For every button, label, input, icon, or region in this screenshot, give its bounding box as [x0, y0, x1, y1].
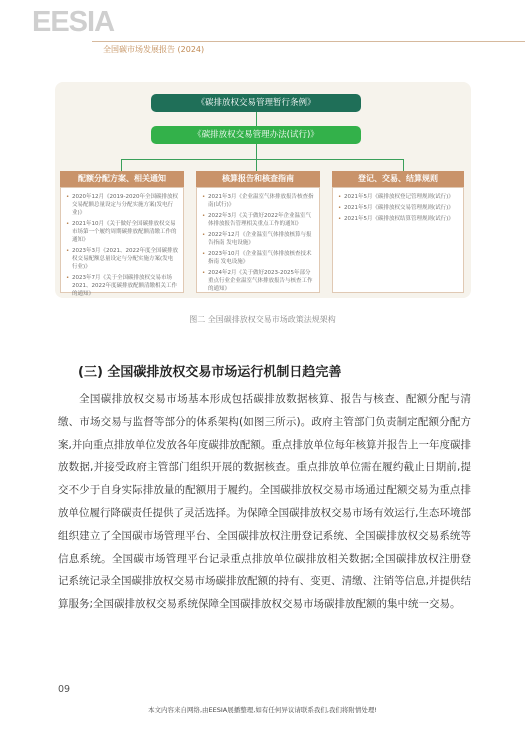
policy-item: • 2021年3月《企业温室气体排放报告核查指南(试行)》 — [202, 193, 314, 209]
column-title-reporting: 核算报告和核查指南 — [196, 171, 320, 187]
connector-line — [256, 144, 257, 159]
column-title-allocation: 配额分配方案、相关通知 — [60, 171, 184, 187]
column-title-rules: 登记、交易、结算规则 — [332, 171, 464, 187]
policy-item: • 2021年10月《关于做好全国碳排放权交易市场第一个履约周期碳排放配额清缴工作的通知》 — [66, 220, 178, 244]
policy-item: • 2022年3月《关于做好2022年企业温室气体排放报告管理相关重点工作的通知》 — [202, 212, 314, 228]
connector-line — [256, 112, 257, 126]
regulation-box: 《碳排放权交易管理暂行条例》 — [151, 94, 361, 112]
page-number: 09 — [58, 684, 71, 695]
connector-line — [403, 159, 404, 171]
policy-item: • 2023年7月《关于全国碳排放权交易市场2021、2022年度碳排放配额清缴相关工作的通知》 — [66, 274, 178, 298]
header-divider — [92, 41, 525, 42]
footer-note: 本文内容来自网络,由EESIA展播整理,如有任何异议请联系我们,我们将附情处理! — [147, 706, 377, 714]
policy-item: • 2021年5月《碳排放权结算管理规则(试行)》 — [338, 215, 458, 223]
connector-line — [121, 159, 403, 160]
policy-item: • 2021年5月《碳排放权交易管理规则(试行)》 — [338, 204, 458, 212]
policy-item: • 2022年12月《企业温室气体排放核算与报告指南 发电设施》 — [202, 231, 314, 247]
policy-framework-figure — [55, 82, 471, 298]
policy-item: • 2024年2月《关于做好2023-2025年部分重点行业企业温室气体排放报告与核查工作的通知》 — [202, 269, 314, 293]
policy-item: • 2020年12月《2019-2020年全国碳排放权交易配额总量设定与分配实施方案(发电行业)》 — [66, 193, 178, 217]
eesia-logo: EESIA — [32, 6, 115, 38]
policy-item: • 2021年5月《碳排放权登记管理规则(试行)》 — [338, 193, 458, 201]
policy-item: • 2023年3月《2021、2022年度全国碳排放权交易配额总量设定与分配实施方案(发电行业)》 — [66, 247, 178, 271]
management-measures-box: 《碳排放权交易管理办法(试行)》 — [151, 126, 361, 144]
connector-line — [256, 159, 257, 171]
figure-caption: 图二 全国碳排放权交易市场政策法规架构 — [189, 315, 336, 324]
connector-line — [121, 159, 122, 171]
section-title: (三) 全国碳排放权交易市场运行机制日趋完善 — [78, 365, 342, 380]
report-title: 全国碳市场发展报告 (2024) — [103, 45, 205, 54]
body-paragraph: 全国碳排放权交易市场基本形成包括碳排放数据核算、报告与核查、配额分配与清缴、市场交易与监督等部分的体系架构(如图三所示)。政府主管部门负责制定配额分配方案,并向重点排放单位发放各年度碳排放配额。重点排放单位每年核算并报告上一年度碳排放数据,并接受政府主管部门组织开展的数据核查。重点排放单位需在履约截止日期前,提交不少于自身实际排放量的配额用于履约。全国碳排放权交易市场通过配额交易为重点排放单位履行降碳责任提供了灵活选择。为保障全国碳排放权交易市场有效运行,生态环境部组织建立了全国碳市场管理平台、全国碳排放权注册登记系统、全国碳排放权交易系统等信息系统。全国碳市场管理平台记录重点排放单位碳排放相关数据;全国碳排放权注册登记系统记录全国碳排放权交易市场碳排放配额的持有、变更、清缴、注销等信息,并提供结算服务;全国碳排放权交易系统保障全国碳排放权交易市场碳排放配额的集中统一交易。 — [58, 393, 471, 611]
column-rules — [332, 187, 464, 293]
column-reporting — [196, 187, 320, 293]
column-allocation — [60, 187, 184, 297]
policy-item: • 2023年10月《企业温室气体排放核查技术指南 发电设施》 — [202, 250, 314, 266]
